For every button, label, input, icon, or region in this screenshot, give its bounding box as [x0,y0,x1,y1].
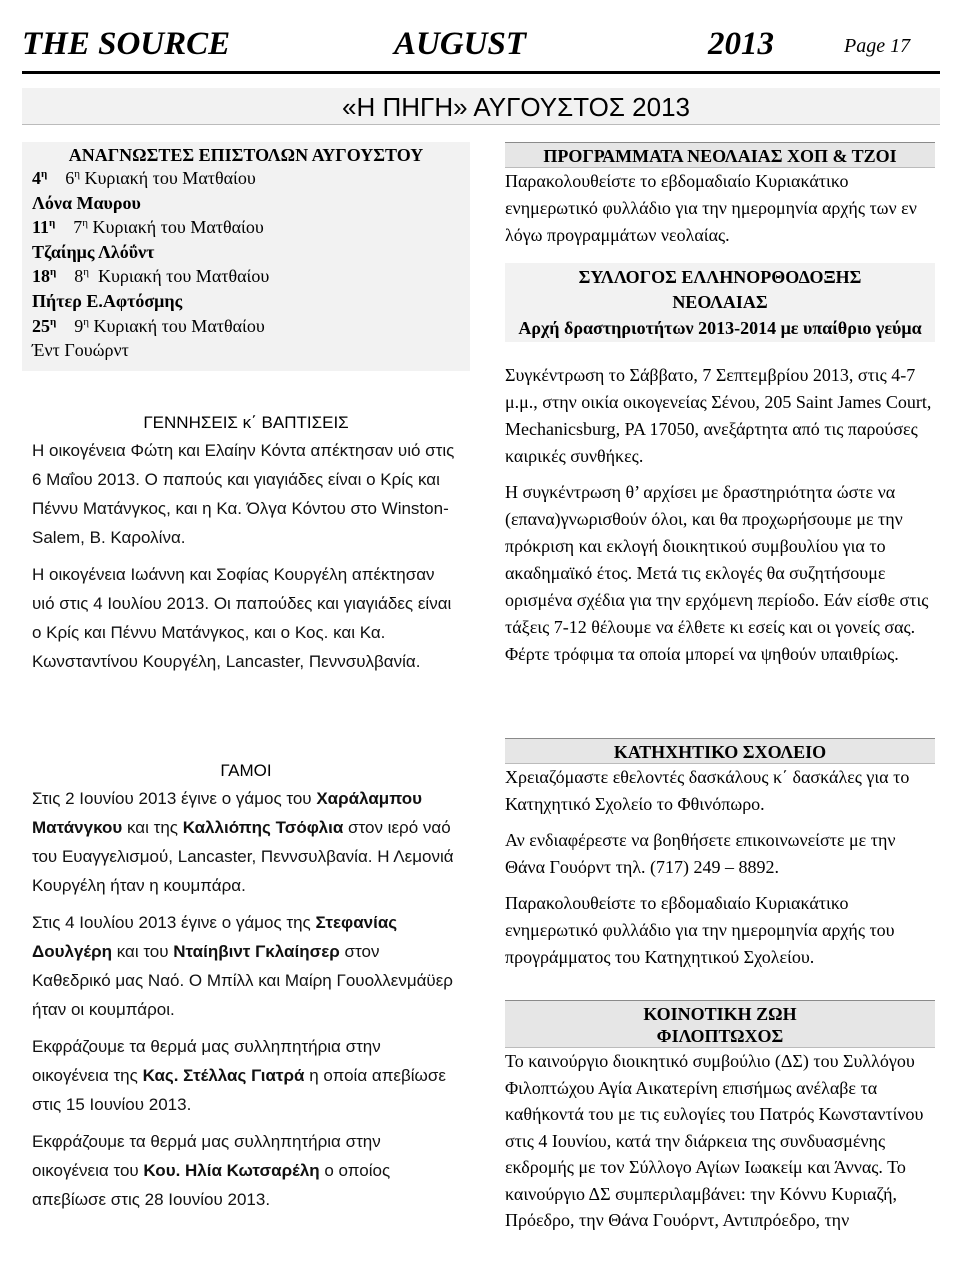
condolence-2: Εκφράζουμε τα θερμά μας συλληπητήρια στην οικογένεια του Κου. Ηλία Κωτσαρέλη ο οποίος απεβίωσε στις 28 Ιουνίου 2013. [32,1132,391,1209]
reader-date-2: $11^\eta$ $7^\eta$ Κυριακή του Ματθαίου [32,217,264,238]
catechism-paragraph-3: Παρακολουθείστε το εβδομαδιαίο Κυριακάτικο ενημερωτικό φυλλάδιο για την ημερομηνία αρχής του προγράμματος του Κατηχητικού Σχολείου. [505,893,895,967]
newsletter-name: THE SOURCE [22,26,231,62]
issue-year: 2013 [708,26,774,62]
readers-list [22,166,470,371]
youth-title: ΠΡΟΓΡΑΜΜΑΤΑ ΝΕΟΛΑΙΑΣ ΧΟΠ & ΤΖΟΙ [505,142,935,168]
catechism-paragraph-1: Χρειαζόμαστε εθελοντές δασκάλους κ΄ δασκάλες για το Κατηχητικό Σχολείο το Φθινόπωρο. [505,767,910,814]
greek-title-bar [22,88,940,125]
reader-name-1: Λόνα Μαυρου [32,192,141,213]
births-title: ΓΕΝΝΗΣΕΙΣ κ΄ ΒΑΠΤΙΣΕΙΣ [143,413,349,432]
reader-name-3: Πήτερ Ε.Αφτόσμης [32,290,183,311]
readers-section [22,142,470,371]
page-number: Page 17 [844,35,911,57]
reader-date-4: $25^\eta$ $9^\eta$ Κυριακή του Ματθαίου [32,315,265,336]
issue-month: AUGUST [394,26,527,62]
reader-date-3: $18^\eta$ $8^\eta$ Κυριακή του Ματθαίου [32,266,270,287]
births-paragraph-1: Η οικογένεια Φώτη και Ελαίην Κόντα απέκτησαν υιό στις 6 Μαΐου 2013. Ο παπούς και γιαγιάδες είναι ο Κρίς και Πέννυ Ματάνγκος, και η Κα. Όλγα Κόντου στο Winston-Salem, Β. Καρολίνα. [32,441,455,547]
births-paragraph-2: Η οικογένεια Ιωάννη και Σοφίας Κουργέλη απέκτησαν υιό στις 4 Ιουλίου 2013. Οι παπούδες και γιαγιάδες είναι ο Κρίς και Πέννυ Ματάνγκος, και ο Κος. και Κα. Κωνσταντίνου Κουργέλη, Lancaster, Πεννσυλβανία. [32,565,452,671]
reader-name-4: Έντ Γουώρντ [32,340,129,361]
club-subtitle: Αρχή δραστηριοτήτων 2013-2014 με υπαίθριο γεύμα [518,318,922,338]
reader-date-1: $4^\eta$ $6^\eta$ Κυριακή του Ματθαίου [32,168,256,188]
club-title [505,263,935,342]
community-title [505,1000,935,1048]
club-title-line-2: ΝΕΟΛΑΙΑΣ [672,292,768,312]
catechism-title: ΚΑΤΗΧΗΤΙΚΟ ΣΧΟΛΕΙΟ [505,738,935,764]
readers-title: ΑΝΑΓΝΩΣΤΕΣ ΕΠΙΣΤΟΛΩΝ ΑΥΓΟΥΣΤΟΥ [22,142,470,166]
club-paragraph-2: Η συγκέντρωση θ’ αρχίσει με δραστηριότητα ώστε να (επανα)γνωρισθούν όλοι, και θα προχωρήσουμε με την πρόκριση και εκλογή διοικητικού συμβουλίου για το ακαδημαϊκό έτος. Μετά τις εκλογές θα συζητήσουμε ορισμένα σχέδια για την ερχόμενη περίοδο. Εάν είσθε στις τάξεις 7-12 θέλουμε να έλθετε κι εσείς και οι γονείς σας. Φέρτε τρόφιμα τα οποία μπορεί να ψηθούν υπαιθρίως. [505,482,929,664]
community-paragraph: Το καινούργιο διοικητικό συμβούλιο (ΔΣ) του Συλλόγου Φιλοπτώχου Αγία Αικατερίνη επισήμως ανέλαβε τα καθήκοντά του με τις ευλογίες του Πατρός Κωνσταντίνου στις 4 Ιουνίου, κατά την διάρκεια της συνδυασμένης εκδρομής με τον Σύλλογο Αγίων Ιωακείμ και Άννας. Το καινούργιο ΔΣ συμπεριλαμβάνει: την Κόννυ Κυριαζή, Πρόεδρο, την Θάνα Γουόρντ, Αντιπρόεδρο, την [505,1051,924,1230]
community-title-line-1: ΚΟΙΝΟΤΙΚΗ ΖΩΗ [643,1004,797,1024]
wedding-1: Στις 2 Ιουνίου 2013 έγινε ο γάμος του Χαράλαμπου Ματάνγκου και της Καλλιόπης Τσόφλια στον ιερό ναό του Ευαγγελισμού, Lancaster, Πεννσυλβανία. Η Λεμονιά Κουργέλη ήταν η κουμπάρα. [32,789,454,895]
community-section [505,1000,935,1243]
youth-section [505,142,935,677]
community-title-line-2: ΦΙΛΟΠΤΩΧΟΣ [656,1026,784,1046]
club-paragraph-1: Συγκέντρωση το Σάββατο, 7 Σεπτεμβρίου 2013, στις 4-7 μ.μ., στην οικία οικογενείας Σένου, 205 Saint James Court, Mechanicsburg, PA 17050, ανεξάρτητα από τις παρούσες καιρικές συνθήκες. [505,365,932,466]
catechism-section [505,738,935,980]
club-title-line-1: ΣΥΛΛΟΓΟΣ ΕΛΛΗΝΟΡΘΟΔΟΞΗΣ [578,267,862,287]
wedding-2: Στις 4 Ιουλίου 2013 έγινε ο γάμος της Στεφανίας Δουλγέρη και του Νταίηβιντ Γκλαίησερ στον Καθεδρικό μας Ναό. Ο Μπίλλ και Μαίρη Γουολλενμάϋερ ήταν οι κουμπάροι. [32,913,453,1019]
greek-title: «Η ΠΗΓΗ» ΑΥΓΟΥΣΤΟΣ 2013 [341,92,690,122]
reader-name-2: Τζαίημς Λλόΰντ [32,241,155,262]
weddings-title: ΓΑΜΟΙ [220,761,272,780]
weddings-section [22,760,470,1222]
condolence-1: Εκφράζουμε τα θερμά μας συλληπητήρια στην οικογένεια της Κας. Στέλλας Γιατρά η οποία απεβίωσε στις 15 Ιουνίου 2013. [32,1037,446,1114]
births-section [22,412,470,684]
youth-text: Παρακολουθείστε το εβδομαδιαίο Κυριακάτικο ενημερωτικό φυλλάδιο για την ημερομηνία αρχής των εν λόγω προγραμμάτων νεολαίας. [505,171,917,245]
header-divider [22,71,940,74]
page-header [22,22,942,66]
catechism-paragraph-2: Αν ενδιαφέρεστε να βοηθήσετε επικοινωνείστε με την Θάνα Γουόρντ τηλ. (717) 249 – 8892. [505,830,896,877]
